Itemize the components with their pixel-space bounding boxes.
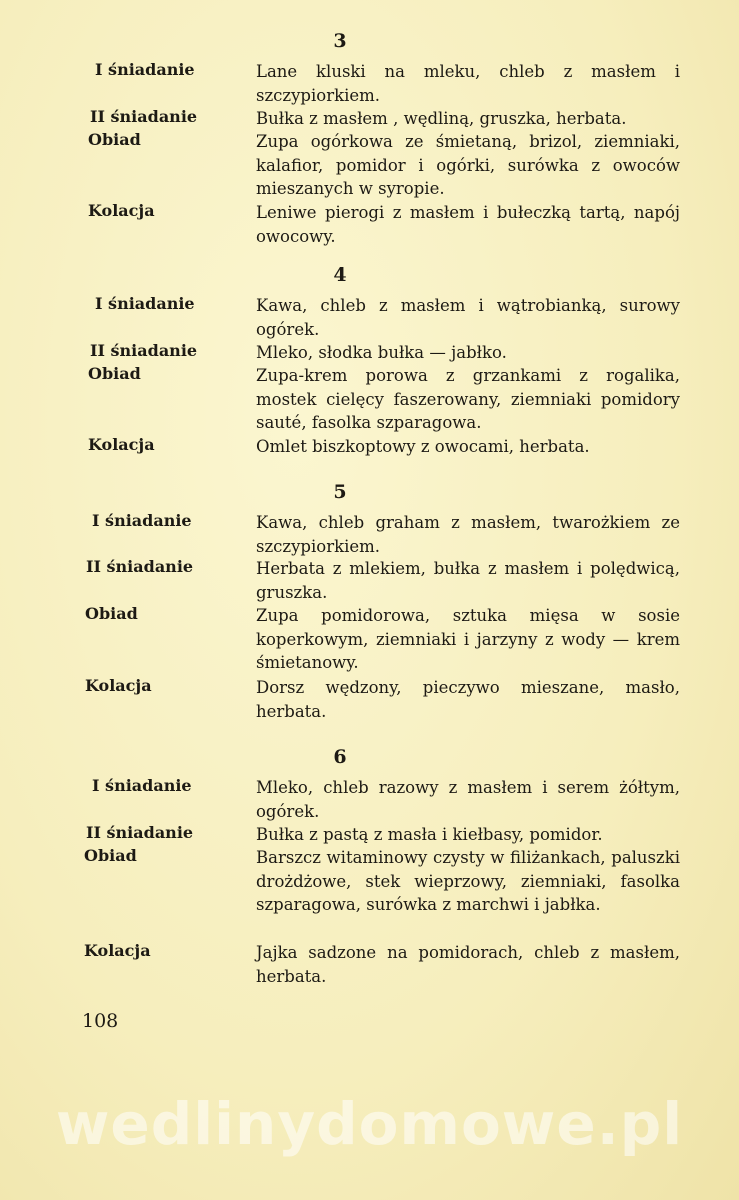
- meal-label: Kolacja: [88, 435, 155, 454]
- meal-text: Jajka sadzone na pomidorach, chleb z masłem, herbata.: [256, 943, 680, 986]
- meal-label: Kolacja: [88, 201, 155, 220]
- meal-label: II śniadanie: [90, 341, 198, 360]
- meal-text: Bułka z masłem , wędliną, gruszka, herbata.: [256, 109, 627, 128]
- meal-label: II śniadanie: [86, 557, 194, 576]
- meal-text: Mleko, słodka bułka — jabłko.: [256, 343, 507, 362]
- meal-text: Lane kluski na mleku, chleb z masłem i szczypiorkiem.: [256, 62, 680, 105]
- watermark: wedlinydomowe.pl: [55, 1090, 684, 1158]
- page-number: 108: [82, 1010, 119, 1032]
- meal-text: Omlet biszkoptowy z owocami, herbata.: [256, 437, 590, 456]
- day-number: 3: [333, 30, 347, 52]
- meal-text: Leniwe pierogi z masłem i bułeczką tartą, napój owocowy.: [256, 203, 680, 246]
- meal-text: Kawa, chleb z masłem i wątrobianką, surowy ogórek.: [256, 296, 680, 339]
- meal-label: I śniadanie: [95, 60, 195, 79]
- meal-text: Barszcz witaminowy czysty w filiżankach, paluszki drożdżowe, stek wieprzowy, ziemniaki, fasolka szparagowa, surówka z marchwi i jabłka.: [256, 848, 680, 914]
- meal-text: Bułka z pastą z masła i kiełbasy, pomidor.: [256, 825, 603, 844]
- meal-label: II śniadanie: [86, 823, 194, 842]
- meal-label: I śniadanie: [95, 294, 195, 313]
- meal-label: Obiad: [85, 604, 138, 623]
- meal-label: Obiad: [88, 364, 141, 383]
- meal-text: Dorsz wędzony, pieczywo mieszane, masło, herbata.: [256, 678, 680, 721]
- meal-label: I śniadanie: [92, 776, 192, 795]
- meal-label: Kolacja: [84, 941, 151, 960]
- meal-text: Zupa ogórkowa ze śmietaną, brizol, ziemniaki, kalafior, pomidor i ogórki, surówka z owoców mieszanych w syropie.: [256, 132, 680, 198]
- meal-text: Zupa-krem porowa z grzankami z rogalika, mostek cielęcy faszerowany, ziemniaki pomidory sauté, fasolka szparagowa.: [256, 366, 680, 432]
- day-number: 5: [333, 481, 347, 503]
- meal-label: II śniadanie: [90, 107, 198, 126]
- meal-label: I śniadanie: [92, 511, 192, 530]
- day-number: 4: [333, 264, 347, 286]
- meal-label: Obiad: [88, 130, 141, 149]
- meal-label: Kolacja: [85, 676, 152, 695]
- meal-text: Mleko, chleb razowy z masłem i serem żółtym, ogórek.: [256, 778, 680, 821]
- day-number: 6: [333, 746, 347, 768]
- meal-text: Kawa, chleb graham z masłem, twarożkiem ze szczypiorkiem.: [256, 513, 680, 556]
- meal-text: Zupa pomidorowa, sztuka mięsa w sosie koperkowym, ziemniaki i jarzyny z wody — krem śmietanowy.: [256, 606, 680, 672]
- meal-text: Herbata z mlekiem, bułka z masłem i polędwicą, gruszka.: [256, 559, 680, 602]
- meal-label: Obiad: [84, 846, 137, 865]
